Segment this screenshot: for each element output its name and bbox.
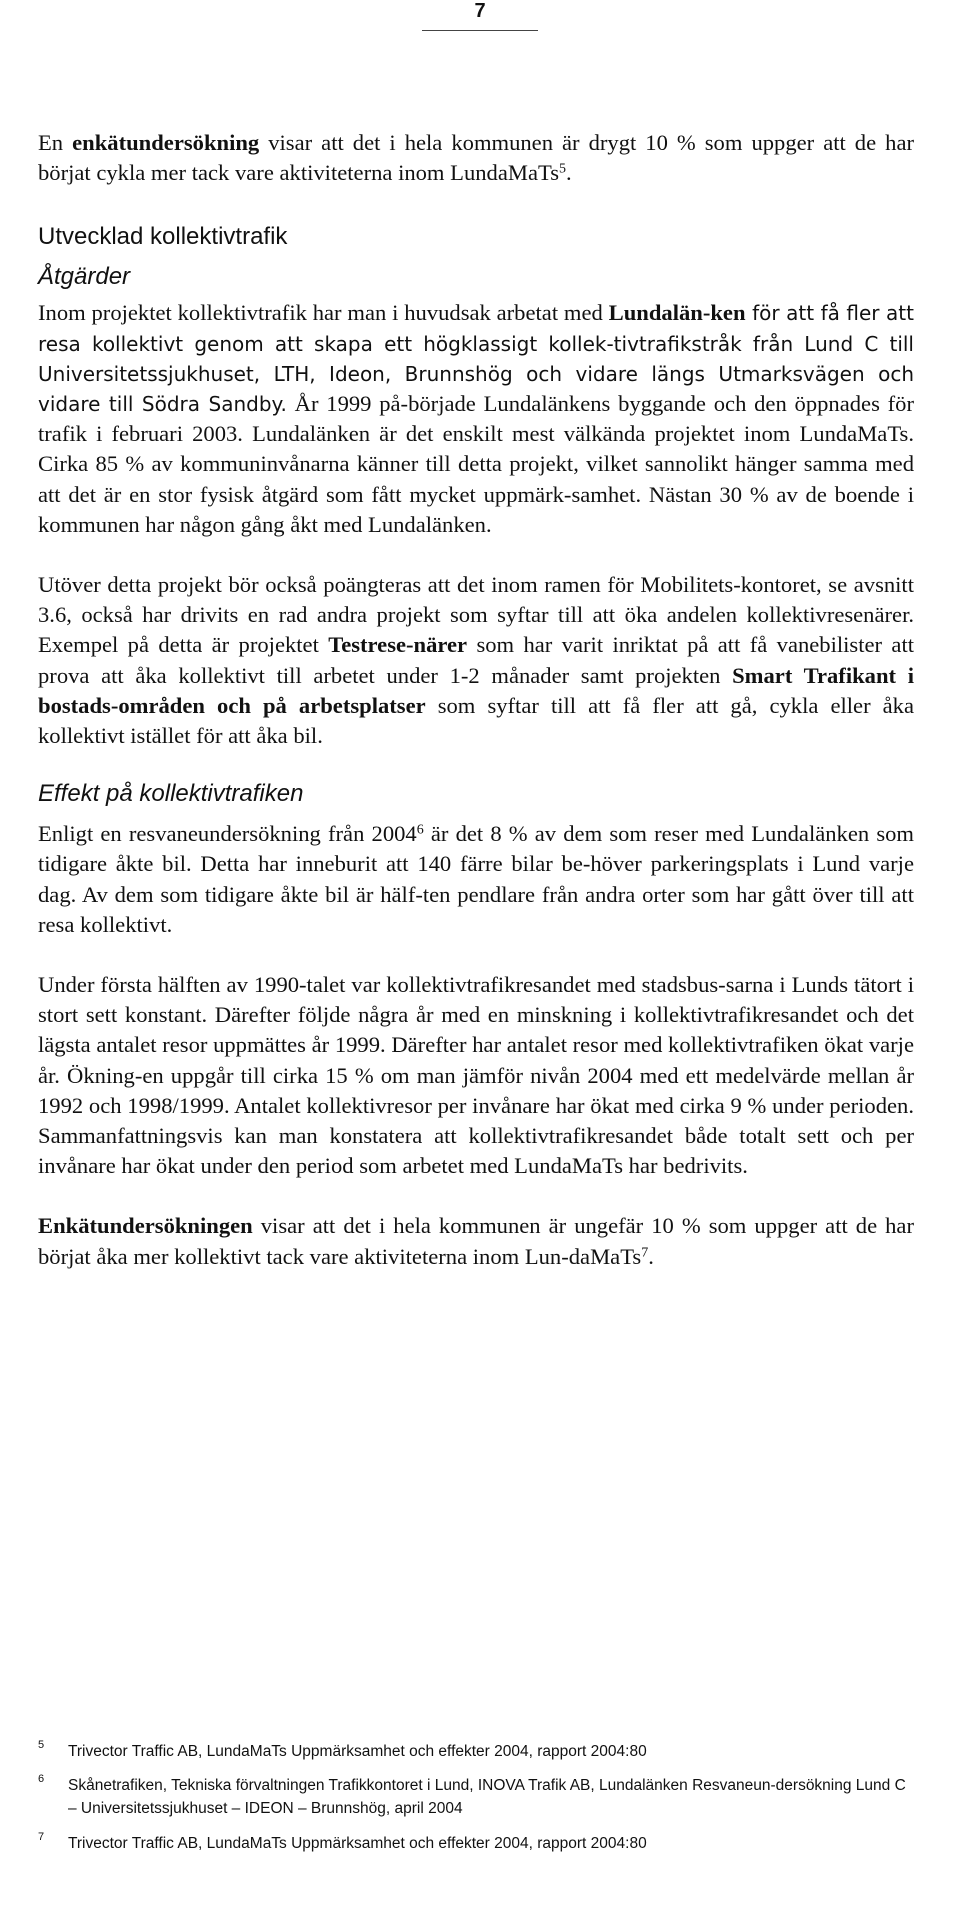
footnote-text: Skånetrafiken, Tekniska förvaltningen Trafikkontoret i Lund, INOVA Trafik AB, Lundalänken Resvaneun-dersökning Lund C – Universitetssjukhuset – IDEON – Brunnshög, april 2004: [68, 1777, 906, 1817]
page-number: 7: [422, 0, 538, 31]
paragraph-lundalanken: Inom projektet kollektivtrafik har man i huvudsak arbetat med Lundalän-ken för att få fler att resa kollektivt genom att skapa ett högklassigt kollek-tivtrafikstråk från Lund C till Universitetssjukhuset, LTH, Ideon, Brunnshög och vidare längs Utmarksvägen och vidare till Södra Sandby. År 1999 på-började Lundalänkens byggande och den öppnades för trafik i februari 2003. Lundalänken är det enskilt mest välkända projektet inom LundaMaTs. Cirka 85 % av kommuninvånarna känner till detta projekt, vilket sannolikt hänger samma med att det är en stor fysisk åtgärd som fått mycket uppmärk-samhet. Nästan 30 % av de boende i kommunen har någon gång åkt med Lundalänken.: [38, 300, 914, 537]
footnote-ref-5: 5: [559, 161, 567, 177]
bold-term-enkatundersokningen: Enkätundersökningen: [38, 1213, 253, 1239]
bold-term-testresenarer: Testrese-närer: [328, 632, 468, 658]
bold-term-lundalanken: Lundalän-ken: [608, 300, 746, 326]
subsection-heading-effekt: Effekt på kollektivtrafiken: [38, 780, 304, 808]
subsection-heading-atgarder: Åtgärder: [38, 263, 131, 291]
footnote-ref-7: 7: [641, 1245, 649, 1260]
paragraph-cycling-survey: En enkätundersökning visar att det i hela kommunen är drygt 10 % som uppger att de har börjat cykla mer tack vare aktiviteterna inom LundaMaTs$^5$.: [38, 130, 915, 186]
footnote-text: Trivector Traffic AB, LundaMaTs Uppmärksamhet och effekter 2004, rapport 2004:80: [68, 1835, 647, 1852]
paragraph-mobility-office: Utöver detta projekt bör också poängteras att det inom ramen för Mobilitets-kontoret, se avsnitt 3.6, också har drivits en rad andra projekt som syftar till att öka andelen kollektivresenärer. Exempel på detta är projektet Testrese-närer som har varit inriktat på att få vanebilister att prova att åka kollektivt till arbetet under 1-2 månader samt projekten Smart Trafikant i bostads-områden och på arbetsplatser som syftar till att få fler att gå, cykla eller åka kollektivt istället för att åka bil.: [38, 572, 915, 749]
footnote-number: 5: [38, 1739, 45, 1751]
paragraph-transit-survey: Enkätundersökningen visar att det i hela kommunen är ungefär 10 % som uppger att de har börjat åka mer kollektivt tack vare aktiviteterna inom Lun-daMaTs$^7$.: [38, 1213, 914, 1269]
footnote-ref-6: 6: [416, 822, 424, 838]
footnote-number: 6: [38, 1773, 45, 1785]
paragraph-travel-survey: Enligt en resvaneundersökning från 2004$^6$ är det 8 % av dem som reser med Lundalänken som tidigare åkte bil. Detta har inneburit att 140 färre bilar be-höver parkeringsplats i Lund varje dag. Av dem som tidigare åkte bil är hälf-ten pendlare från andra orter som har gått över till att resa kollektivt.: [38, 821, 914, 937]
paragraph-ridership-trend: Under första hälften av 1990-talet var kollektivtrafikresandet med stadsbus-sarna i Lunds tätort i stort sett konstant. Därefter följde några år med en minskning i kollektivtrafikresandet och det lägsta antalet resor uppmättes år 1999. Därefter har antalet resor med kollektivtrafiken ökat varje år. Ökning-en uppgår till cirka 15 % om man jämför nivån 2004 med ett medelvärde mellan år 1992 och 1998/1999. Antalet kollektivresor per invånare har ökat med cirka 9 % under perioden. Sammanfattningsvis kan man konstatera att kollektivtrafikresandet både totalt sett och per invånare har ökat under den period som arbetet med LundaMaTs har bedrivits.: [38, 972, 914, 1179]
bold-term-survey: enkätundersökning: [72, 130, 260, 155]
bold-term-smart-trafikant: Smart Trafikant i bostads-områden och på arbetsplatser: [38, 662, 914, 718]
section-heading: Utvecklad kollektivtrafik: [38, 223, 288, 251]
footnote-text: Trivector Traffic AB, LundaMaTs Uppmärksamhet och effekter 2004, rapport 2004:80: [68, 1743, 647, 1760]
footnote-number: 7: [38, 1831, 45, 1843]
document-body: [38, 130, 915, 1272]
